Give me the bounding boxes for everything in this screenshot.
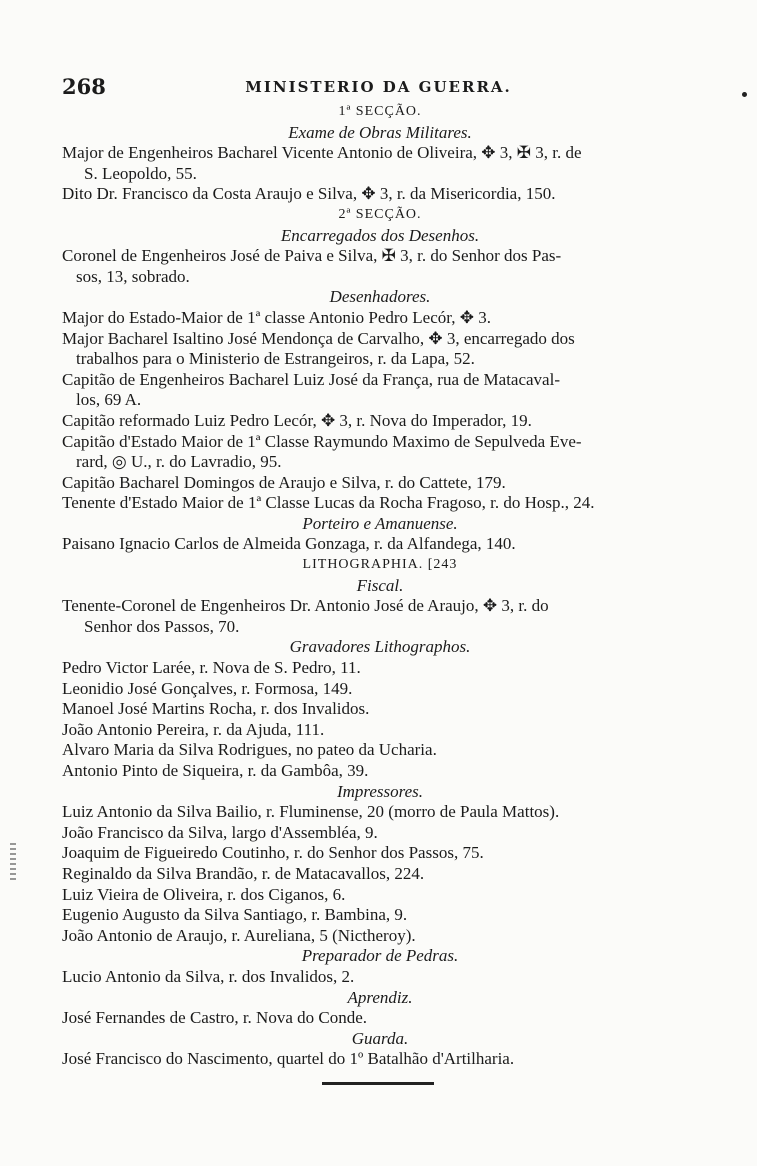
text-line: Coronel de Engenheiros José de Paiva e Silva, ✠ 3, r. do Senhor dos Pas-	[62, 246, 562, 266]
text-line: Capitão de Engenheiros Bacharel Luiz José da França, rua de Matacaval-	[62, 369, 560, 389]
running-title: MINISTERIO DA GUERRA.	[245, 78, 512, 96]
text-line: Lucio Antonio da Silva, r. dos Invalidos, 2.	[62, 966, 355, 986]
binding-mark	[10, 843, 16, 883]
text-line: Dito Dr. Francisco da Costa Araujo e Silva, ✥ 3, r. da Misericordia, 150.	[62, 184, 556, 204]
text-line: Alvaro Maria da Silva Rodrigues, no pateo da Ucharia.	[62, 740, 437, 760]
text-line: Desenhadores.	[329, 287, 431, 307]
text-line: Eugenio Augusto da Silva Santiago, r. Bambina, 9.	[62, 905, 408, 925]
page-number: 268	[62, 74, 106, 99]
text-line: José Francisco do Nascimento, quartel do 1º Batalhão d'Artilharia.	[62, 1049, 515, 1069]
text-line: los, 69 A.	[76, 390, 142, 410]
text-line: Paisano Ignacio Carlos de Almeida Gonzaga, r. da Alfandega, 140.	[62, 534, 516, 554]
text-line: Preparador de Pedras.	[301, 946, 459, 966]
text-line: 1ª SECÇÃO.	[338, 104, 422, 119]
text-line: Capitão d'Estado Maior de 1ª Classe Raymundo Maximo de Sepulveda Eve-	[62, 431, 582, 451]
text-line: João Antonio de Araujo, r. Aureliana, 5 (Nictheroy).	[62, 925, 416, 945]
text-line: Major do Estado-Maior de 1ª classe Antonio Pedro Lecór, ✥ 3.	[62, 307, 491, 327]
text-line: 2ª SECÇÃO.	[338, 206, 422, 222]
text-line: Senhor dos Passos, 70.	[84, 616, 240, 636]
margin-dot	[742, 92, 747, 97]
text-line: Capitão reformado Luiz Pedro Lecór, ✥ 3, r. Nova do Imperador, 19.	[62, 410, 532, 430]
text-line: Porteiro e Amanuense.	[302, 513, 458, 533]
text-line: Exame de Obras Militares.	[288, 122, 472, 142]
text-line: Impressores.	[336, 781, 424, 801]
text-line: S. Leopoldo, 55.	[84, 163, 197, 183]
end-rule	[322, 1082, 434, 1085]
text-line: Manoel José Martins Rocha, r. dos Invalidos.	[62, 699, 370, 719]
page-body	[62, 102, 698, 1070]
text-line: Reginaldo da Silva Brandão, r. de Matacavallos, 224.	[62, 863, 425, 883]
text-line: Capitão Bacharel Domingos de Araujo e Silva, r. do Cattete, 179.	[62, 472, 506, 492]
text-line: Aprendiz.	[347, 987, 413, 1007]
text-line: Pedro Victor Larée, r. Nova de S. Pedro, 11.	[62, 658, 361, 678]
text-line: sos, 13, sobrado.	[76, 266, 190, 286]
text-line: LITHOGRAPHIA. [243	[302, 557, 458, 573]
text-line: Leonidio José Gonçalves, r. Formosa, 149.	[62, 678, 353, 698]
text-line: rard, ◎ U., r. do Lavradio, 95.	[76, 452, 282, 472]
text-line: Tenente d'Estado Maior de 1ª Classe Lucas da Rocha Fragoso, r. do Hosp., 24.	[62, 493, 595, 513]
text-line: Antonio Pinto de Siqueira, r. da Gambôa, 39.	[62, 761, 369, 780]
text-line: Joaquim de Figueiredo Coutinho, r. do Senhor dos Passos, 75.	[62, 843, 484, 863]
text-line: trabalhos para o Ministerio de Estrangeiros, r. da Lapa, 52.	[76, 349, 475, 369]
text-line: Major de Engenheiros Bacharel Vicente Antonio de Oliveira, ✥ 3, ✠ 3, r. de	[62, 143, 582, 163]
text-line: João Francisco da Silva, largo d'Assembléa, 9.	[62, 822, 378, 842]
text-line: Luiz Antonio da Silva Bailio, r. Fluminense, 20 (morro de Paula Mattos).	[62, 802, 560, 822]
text-line: José Fernandes de Castro, r. Nova do Conde.	[62, 1008, 368, 1028]
text-line: Fiscal.	[356, 575, 404, 595]
text-line: Major Bacharel Isaltino José Mendonça de Carvalho, ✥ 3, encarregado dos	[62, 328, 575, 348]
text-line: Tenente-Coronel de Engenheiros Dr. Antonio José de Araujo, ✥ 3, r. do	[62, 596, 549, 616]
text-line: Guarda.	[351, 1028, 409, 1048]
text-line: Gravadores Lithographos.	[289, 637, 471, 657]
text-line: Luiz Vieira de Oliveira, r. dos Ciganos, 6.	[62, 884, 346, 904]
text-line: João Antonio Pereira, r. da Ajuda, 111.	[62, 719, 325, 739]
text-line: Encarregados dos Desenhos.	[280, 225, 480, 245]
